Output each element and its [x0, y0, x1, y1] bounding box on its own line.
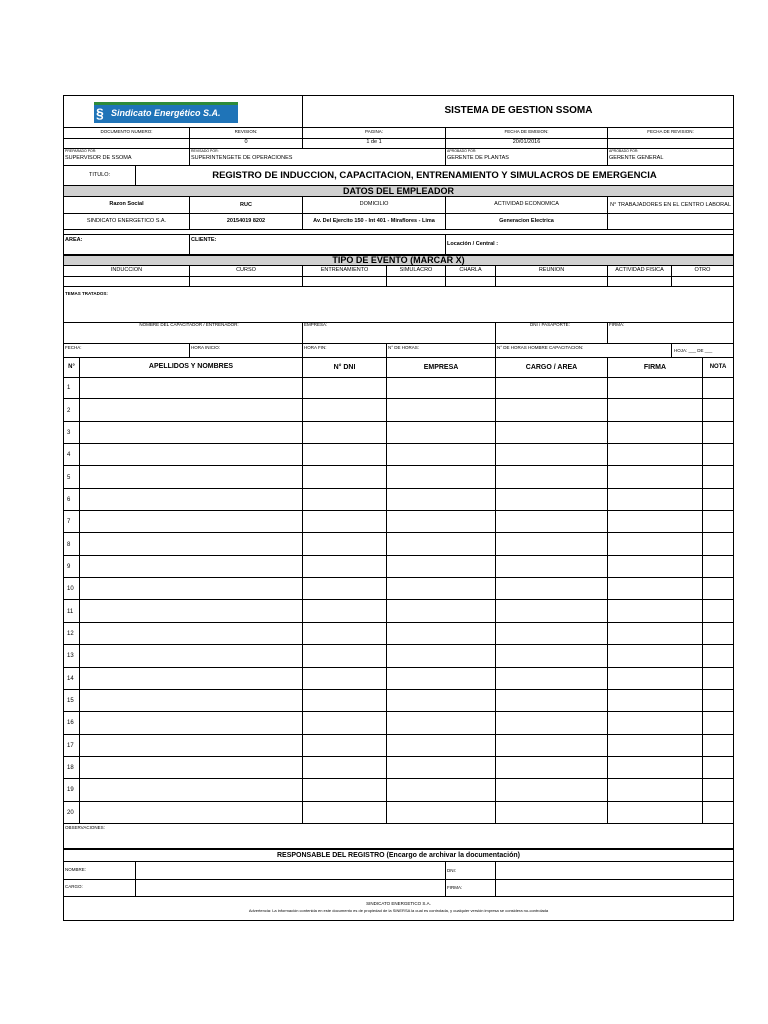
- area-label: AREA:: [65, 237, 83, 243]
- event-option-physical: ACTIVIDAD FISICA: [615, 267, 664, 273]
- event-option-talk: CHARLA: [459, 267, 482, 273]
- table-row: [64, 556, 733, 578]
- employer-header-ruc: RUC: [240, 202, 252, 208]
- prepared-value: SUPERVISOR DE SSOMA: [65, 155, 132, 161]
- row-number: 17: [67, 742, 74, 749]
- page-label: PAGINA:: [365, 129, 383, 134]
- row-number: 19: [67, 787, 74, 794]
- trainer-company-label: EMPRESA:: [304, 322, 328, 327]
- event-type-section-header: [64, 255, 733, 266]
- table-row: [64, 489, 733, 511]
- end-time-label: HORA FIN:: [304, 345, 327, 350]
- responsible-section-header: [64, 849, 733, 862]
- responsible-dni-label: DNI:: [447, 868, 456, 873]
- table-row: [64, 690, 733, 712]
- footer-warning: Advertencia: La información contenida en este documento es de propiedad de la SINERSA la cual es controlada, y cualquier versión impresa se considera no-controlada: [248, 908, 549, 913]
- sheet-count-text: HOJA: ___ DE ___: [674, 348, 713, 353]
- event-option-other: OTRO: [694, 267, 711, 273]
- page-value: 1 de 1: [366, 139, 382, 145]
- row-number: 3: [67, 429, 71, 436]
- table-row: [64, 779, 733, 801]
- prepared-label: PREPARADO POR:: [65, 149, 97, 153]
- col-header-number: N°: [68, 364, 75, 370]
- row-number: 16: [67, 720, 74, 727]
- col-header-names: APELLIDOS Y NOMBRES: [148, 363, 234, 370]
- employer-activity-value: Generacion Electrica: [499, 218, 554, 224]
- employer-name-value: SINDICATO ENERGETICO S.A.: [86, 218, 167, 224]
- col-header-grade: NOTA: [709, 364, 727, 370]
- responsible-position-label: CARGO:: [65, 884, 83, 889]
- row-number: 13: [67, 653, 74, 660]
- row-number: 10: [67, 586, 74, 593]
- table-row: [64, 735, 733, 757]
- issue-date-label: FECHA DE EMISION:: [504, 129, 549, 134]
- revision-date-label: FECHA DE REVISION:: [647, 129, 694, 134]
- employer-section-header: [64, 185, 733, 197]
- table-row: [64, 511, 733, 533]
- col-header-company: EMPRESA: [423, 364, 459, 371]
- row-number: 5: [67, 474, 71, 481]
- approved-value-2: GERENTE GENERAL: [609, 155, 664, 161]
- table-row: [64, 623, 733, 645]
- row-number: 1: [67, 385, 71, 392]
- row-number: 8: [67, 541, 71, 548]
- table-row: [64, 444, 733, 466]
- table-row: [64, 422, 733, 444]
- table-row: [64, 645, 733, 667]
- table-row: [64, 533, 733, 555]
- start-time-label: HORA INICIO:: [191, 345, 221, 350]
- man-hours-label: N° DE HORAS HOMBRE CAPACITACION:: [497, 345, 584, 350]
- table-row: [64, 802, 733, 824]
- company-logo-text: Sindicato Energético S.A.: [111, 108, 221, 118]
- employer-header-address: DOMICILIO: [359, 201, 389, 207]
- table-row: [64, 377, 733, 399]
- employer-header-workers: N° TRABAJADORES EN EL CENTRO LABORAL: [610, 202, 731, 208]
- system-title: SISTEMA DE GESTION SSOMA: [444, 105, 593, 116]
- row-number: 9: [67, 563, 71, 570]
- logo-swirl-icon: §: [96, 105, 104, 121]
- responsible-name-label: NOMBRE:: [65, 867, 87, 872]
- table-row: [64, 399, 733, 421]
- ssoma-form-sheet: [63, 95, 734, 921]
- responsible-section-title: RESPONSABLE DEL REGISTRO (Encargo de archivar la documentación): [277, 852, 520, 859]
- approved-label-1: APROBADO POR:: [447, 149, 477, 153]
- responsible-signature-label: FIRMA:: [447, 885, 463, 890]
- event-option-course: CURSO: [236, 267, 256, 273]
- col-header-signature: FIRMA: [643, 364, 667, 371]
- form-title: REGISTRO DE INDUCCION, CAPACITACION, ENTRENAMIENTO Y SIMULACROS DE EMERGENCIA: [212, 170, 657, 181]
- trainer-name-label: NOMBRE DEL CAPACITADOR / ENTRENADOR:: [139, 322, 239, 327]
- trainer-signature-label: FIRMA:: [609, 322, 625, 327]
- event-option-induction: INDUCCION: [110, 267, 143, 273]
- revision-value: 0: [244, 139, 248, 145]
- location-label: Locación / Central :: [447, 241, 499, 247]
- trainer-id-label: DNI / PASAPORTE:: [530, 322, 570, 327]
- reviewed-value: SUPERINTENGETE DE OPERACIONES: [191, 155, 293, 161]
- date-label: FECHA:: [65, 345, 82, 350]
- col-header-position: CARGO / AREA: [525, 364, 578, 371]
- row-number: 20: [67, 809, 74, 816]
- employer-ruc-value: 20154019 8202: [226, 218, 266, 224]
- event-option-meeting: REUNION: [538, 267, 565, 273]
- employer-address-value: Av. Del Ejercito 150 - Int 401 - Miraflores - Lima: [313, 218, 435, 224]
- col-header-dni: N° DNI: [333, 364, 356, 371]
- table-row: [64, 601, 733, 623]
- row-number: 7: [67, 519, 71, 526]
- table-row: [64, 466, 733, 488]
- approved-label-2: APROBADO POR:: [609, 149, 639, 153]
- observations-label: OBSERVACIONES:: [65, 825, 105, 830]
- employer-section-title: DATOS DEL EMPLEADOR: [342, 186, 454, 196]
- approved-value-1: GERENTE DE PLANTAS: [447, 155, 509, 161]
- row-number: 12: [67, 631, 74, 638]
- row-number: 15: [67, 698, 74, 705]
- row-number: 18: [67, 765, 74, 772]
- employer-header-name: Razon Social: [109, 201, 144, 207]
- issue-date-value: 20/01/2016: [512, 139, 541, 145]
- company-logo: [94, 102, 238, 123]
- table-row: [64, 668, 733, 690]
- table-row: [64, 712, 733, 734]
- employer-header-activity: ACTIVIDAD ECONOMICA: [494, 201, 559, 207]
- revision-label: REVISION:: [234, 129, 258, 134]
- title-label: TITULO:: [88, 172, 111, 178]
- event-option-drill: SIMULACRO: [399, 267, 433, 273]
- reviewed-label: REVISADO POR:: [191, 149, 219, 153]
- row-number: 14: [67, 675, 74, 682]
- doc-number-label: DOCUMENTO NUMERO:: [100, 129, 153, 134]
- topics-label: TEMAS TRATADOS:: [65, 291, 108, 296]
- footer-company: SINDICATO ENERGETICO S.A.: [366, 901, 431, 906]
- table-row: [64, 757, 733, 779]
- row-number: 2: [67, 407, 71, 414]
- event-type-section-title: TIPO DE EVENTO (MARCAR X): [332, 255, 465, 265]
- table-row: [64, 578, 733, 600]
- event-option-training: ENTRENAMIENTO: [320, 267, 369, 273]
- hours-label: N° DE HORAS:: [388, 345, 420, 350]
- client-label: CLIENTE:: [191, 237, 217, 243]
- row-number: 11: [67, 608, 74, 615]
- row-number: 6: [67, 496, 71, 503]
- row-number: 4: [67, 452, 71, 459]
